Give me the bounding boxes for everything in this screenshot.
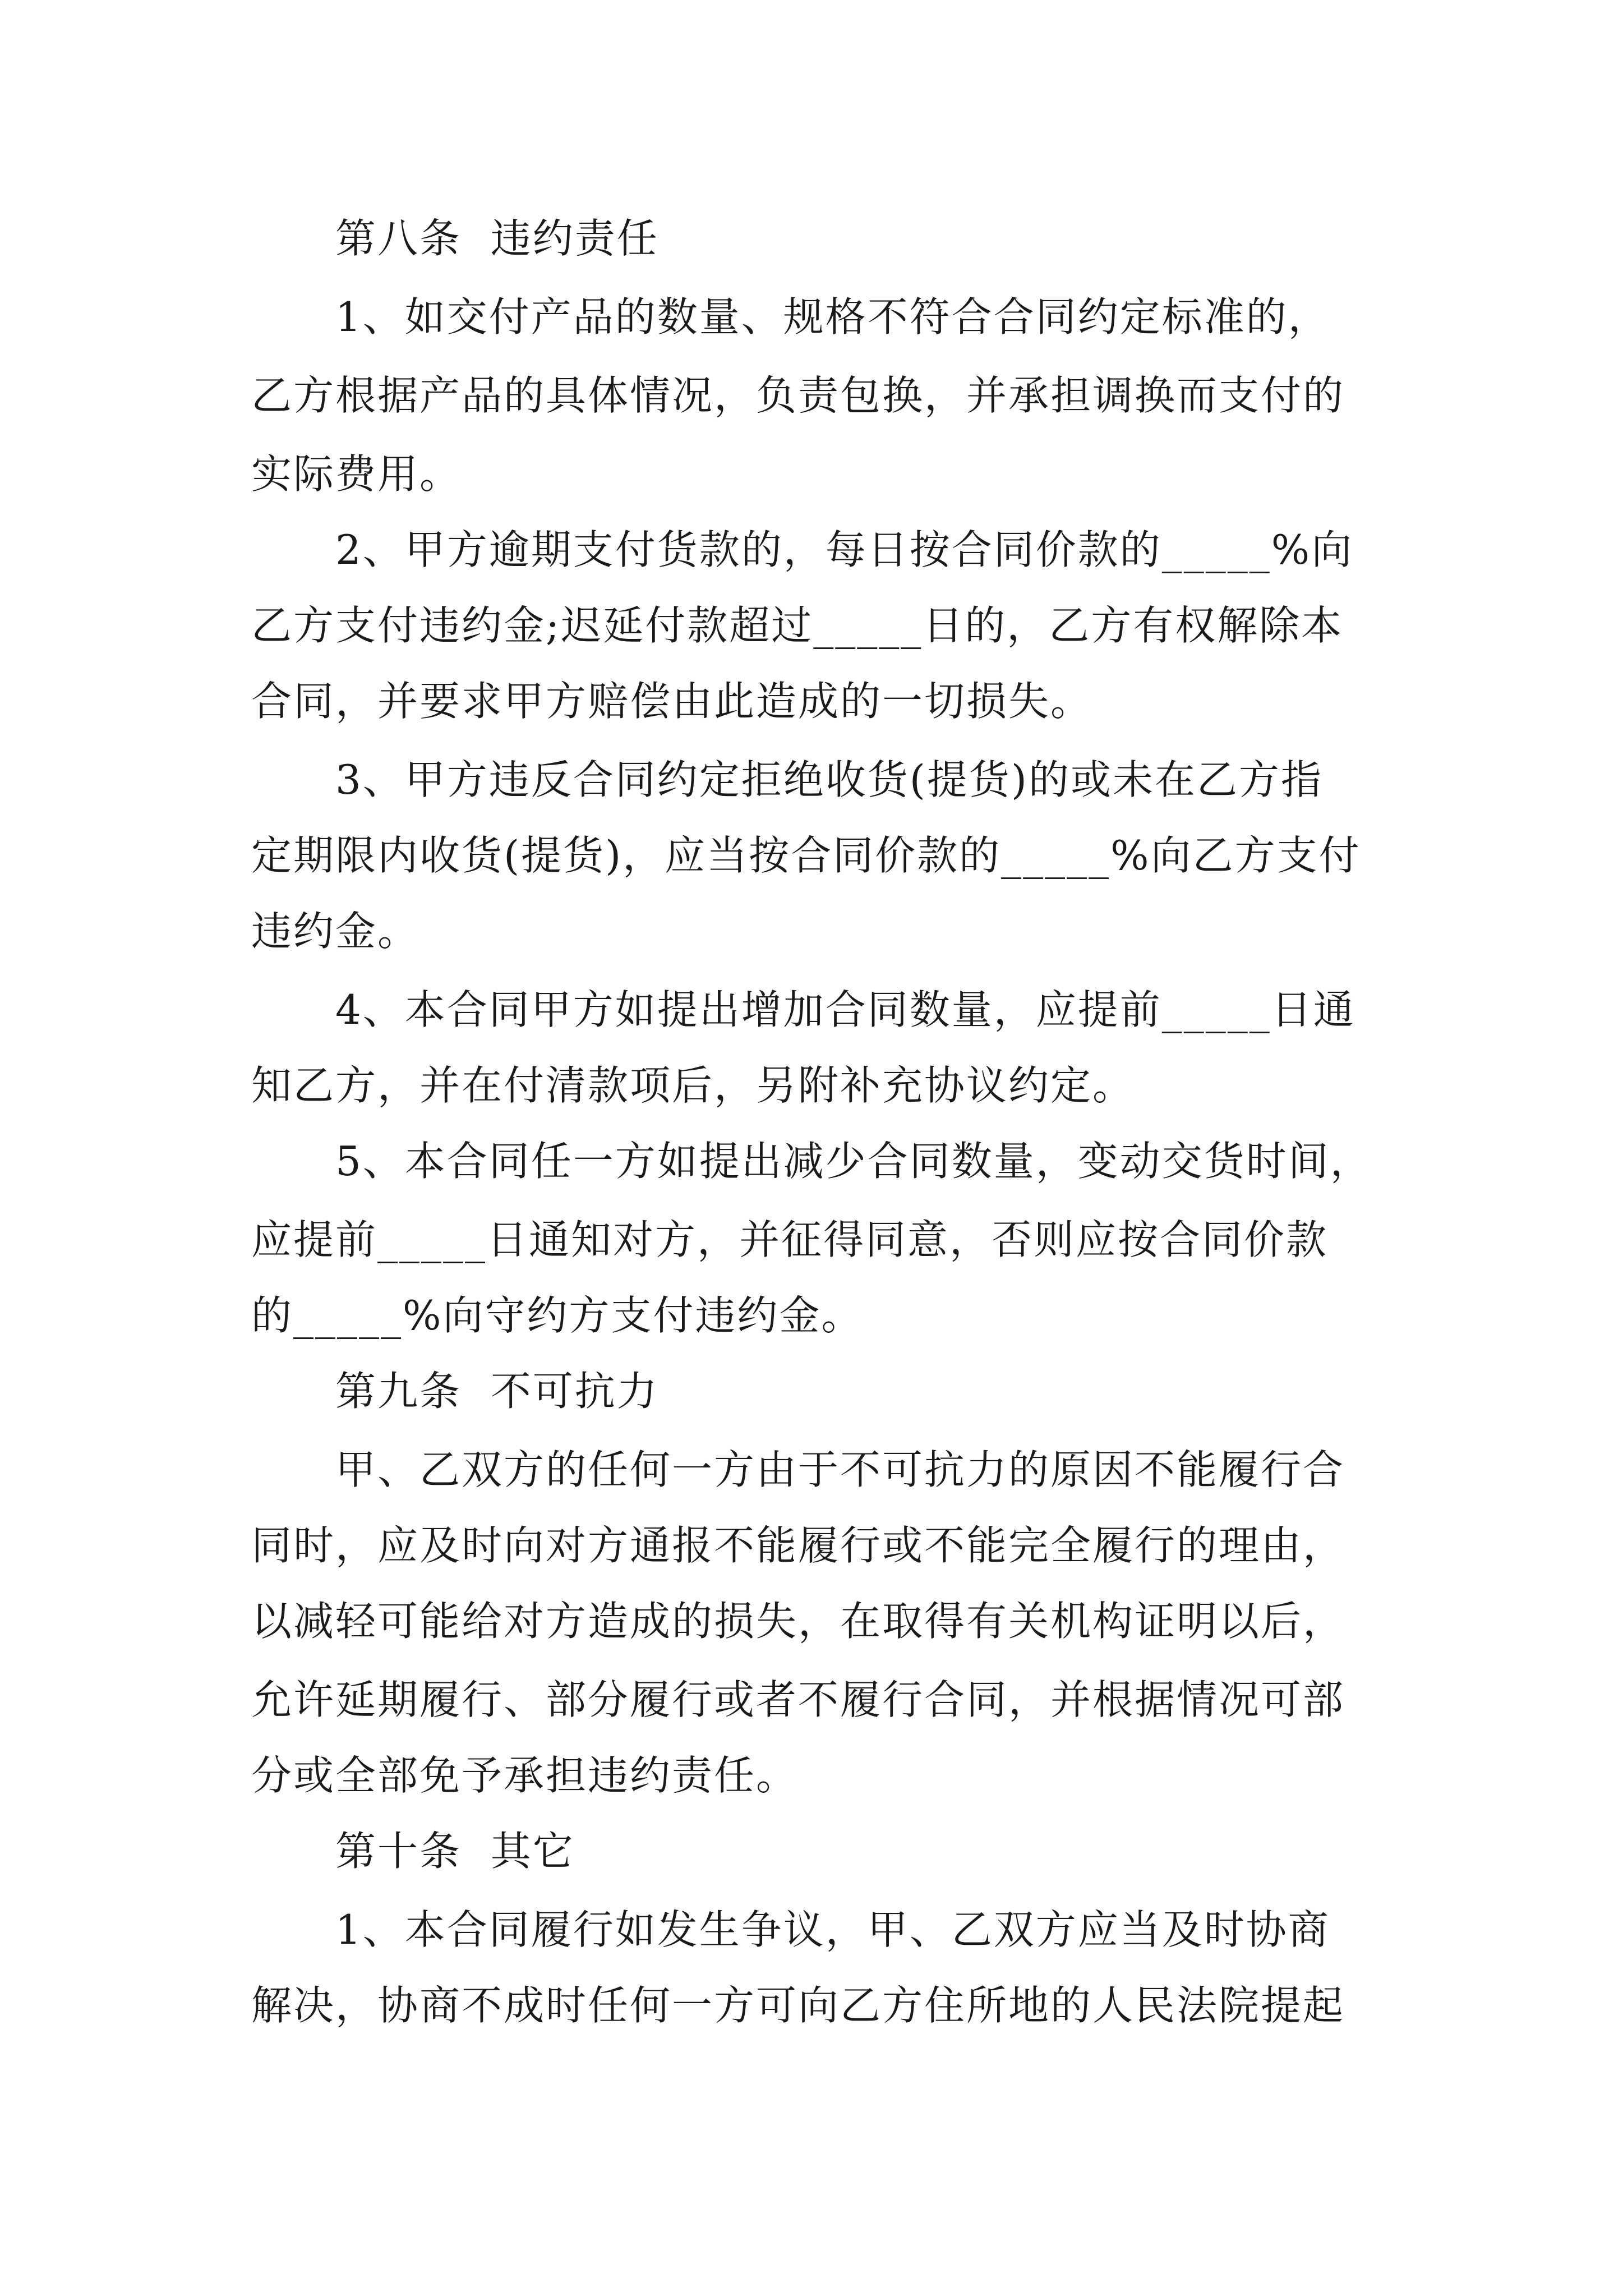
article-8-item-3-line-2: 定期限内收货(提货)，应当按合同价款的_____%向乙方支付 — [251, 832, 1361, 879]
article-9-paragraph-line-1: 甲、乙双方的任何一方由于不可抗力的原因不能履行合 — [335, 1446, 1345, 1493]
article-9-paragraph-line-5: 分或全部免予承担违约责任。 — [251, 1752, 799, 1799]
article-8-item-4-line-2: 知乙方，并在付清款项后，另附补充协议约定。 — [251, 1062, 1135, 1109]
article-8-item-5-line-1: 5、本合同任一方如提出减少合同数量，变动交货时间， — [335, 1138, 1372, 1185]
article-8-heading: 第八条 违约责任 — [335, 215, 659, 262]
article-10-heading: 第十条 其它 — [335, 1828, 575, 1875]
article-9-paragraph-line-4: 允许延期履行、部分履行或者不履行合同，并根据情况可部 — [251, 1676, 1345, 1723]
article-8-item-2-line-2: 乙方支付违约金;迟延付款超过_____日的，乙方有权解除本 — [251, 602, 1344, 649]
article-10-item-1-line-2: 解决，协商不成时任何一方可向乙方住所地的人民法院提起 — [251, 1982, 1345, 2029]
article-8-item-4-line-1: 4、本合同甲方如提出增加合同数量，应提前_____日通 — [335, 986, 1355, 1033]
article-8-item-1-line-1: 1、如交付产品的数量、规格不符合合同约定标准的， — [335, 293, 1330, 341]
article-8-item-1-line-3: 实际费用。 — [251, 450, 462, 498]
article-8-item-1-line-2: 乙方根据产品的具体情况，负责包换，并承担调换而支付的 — [251, 372, 1345, 419]
article-9-paragraph-line-2: 同时，应及时向对方通报不能履行或不能完全履行的理由， — [251, 1522, 1345, 1569]
article-9-heading: 第九条 不可抗力 — [335, 1368, 659, 1415]
article-10-item-1-line-1: 1、本合同履行如发生争议，甲、乙双方应当及时协商 — [335, 1906, 1330, 1953]
article-8-item-3-line-3: 违约金。 — [251, 908, 420, 955]
article-8-item-5-line-3: 的_____%向守约方支付违约金。 — [251, 1292, 864, 1339]
article-8-item-2-line-1: 2、甲方逾期支付货款的，每日按合同价款的_____%向 — [335, 526, 1354, 573]
article-8-item-3-line-1: 3、甲方违反合同约定拒绝收货(提货)的或未在乙方指 — [335, 756, 1323, 803]
article-8-item-5-line-2: 应提前_____日通知对方，并征得同意，否则应按合同价款 — [251, 1216, 1329, 1263]
article-9-paragraph-line-3: 以减轻可能给对方造成的损失，在取得有关机构证明以后， — [251, 1598, 1345, 1645]
article-8-item-2-line-3: 合同，并要求甲方赔偿由此造成的一切损失。 — [251, 678, 1093, 725]
